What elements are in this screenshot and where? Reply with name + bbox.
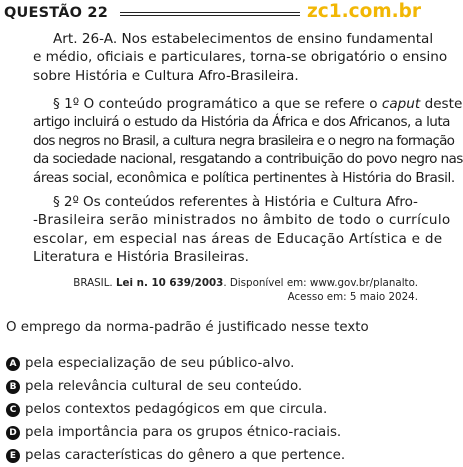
text-line: artigo incluirá o estudo da História da África e dos Africanos, a luta [33, 114, 450, 131]
option-text: pelos contextos pedagógicos em que circula. [25, 402, 328, 417]
option-b[interactable] [6, 375, 421, 398]
option-letter-badge: C [6, 403, 20, 417]
citation-availability: . Disponível em: www.gov.br/planalto. [223, 277, 418, 289]
text-line-content: deste [424, 96, 463, 112]
option-text: pela relevância cultural de seu conteúdo. [25, 379, 303, 394]
law-article-paragraph [33, 30, 448, 85]
option-text: pela importância para os grupos étnico-raciais. [25, 425, 342, 440]
text-line-content: § 1º O conteúdo programático a que se refere o [53, 96, 378, 112]
text-line: Literatura e História Brasileiras. [33, 249, 249, 266]
text-line: da sociedade nacional, resgatando a contribuição do povo negro nas [33, 151, 463, 168]
text-line [33, 48, 448, 66]
citation-access-date: Acesso em: 5 maio 2024. [287, 291, 418, 303]
text-line-content: Art. 26-A. Nos estabelecimentos de ensino fundamental [53, 31, 434, 47]
site-brand-logo: zc1.com.br [307, 1, 421, 22]
question-stem: O emprego da norma-padrão é justificado nesse texto [6, 320, 369, 335]
option-text: pela especialização de seu público-alvo. [25, 356, 295, 371]
law-paragraph-1 [33, 95, 463, 187]
italic-term-caput: caput [381, 96, 421, 112]
option-d[interactable] [6, 421, 421, 444]
option-letter-badge: B [6, 380, 20, 394]
option-letter-badge: A [6, 357, 20, 371]
option-letter-badge: D [6, 426, 20, 440]
text-line: -Brasileira serão ministrados no âmbito de todo o currículo [33, 212, 451, 229]
text-line: dos negros no Brasil, a cultura negra brasileira e o negro na formação [33, 132, 455, 149]
text-line: sobre História e Cultura Afro-Brasileira. [33, 67, 299, 84]
text-line: áreas social, econômica e política pertinentes à História do Brasil. [33, 169, 455, 186]
text-line: escolar, em especial nas áreas de Educação Artística e de [33, 230, 443, 247]
text-line: § 2º Os conteúdos referentes à História e Cultura Afro- [53, 194, 418, 210]
question-header [4, 2, 423, 24]
header-rule-line [120, 15, 300, 16]
citation-prefix: BRASIL. [73, 277, 113, 289]
citation-law: Lei n. 10 639/2003 [116, 277, 224, 289]
answer-options [6, 352, 421, 467]
citation-line [58, 276, 418, 290]
option-a[interactable] [6, 352, 421, 375]
question-number: QUESTÃO 22 [4, 5, 108, 21]
text-line [33, 95, 463, 113]
option-letter-badge: E [6, 449, 20, 463]
source-citation [58, 276, 418, 304]
option-e[interactable] [6, 444, 421, 467]
option-c[interactable] [6, 398, 421, 421]
law-paragraph-2 [33, 193, 451, 267]
option-text: pelas características do gênero a que pertence. [25, 448, 346, 463]
header-rule-line [120, 12, 300, 13]
text-line [33, 30, 434, 48]
text-line-content: e médio, oficiais e particulares, torna-se obrigatório o ensino [33, 49, 448, 66]
